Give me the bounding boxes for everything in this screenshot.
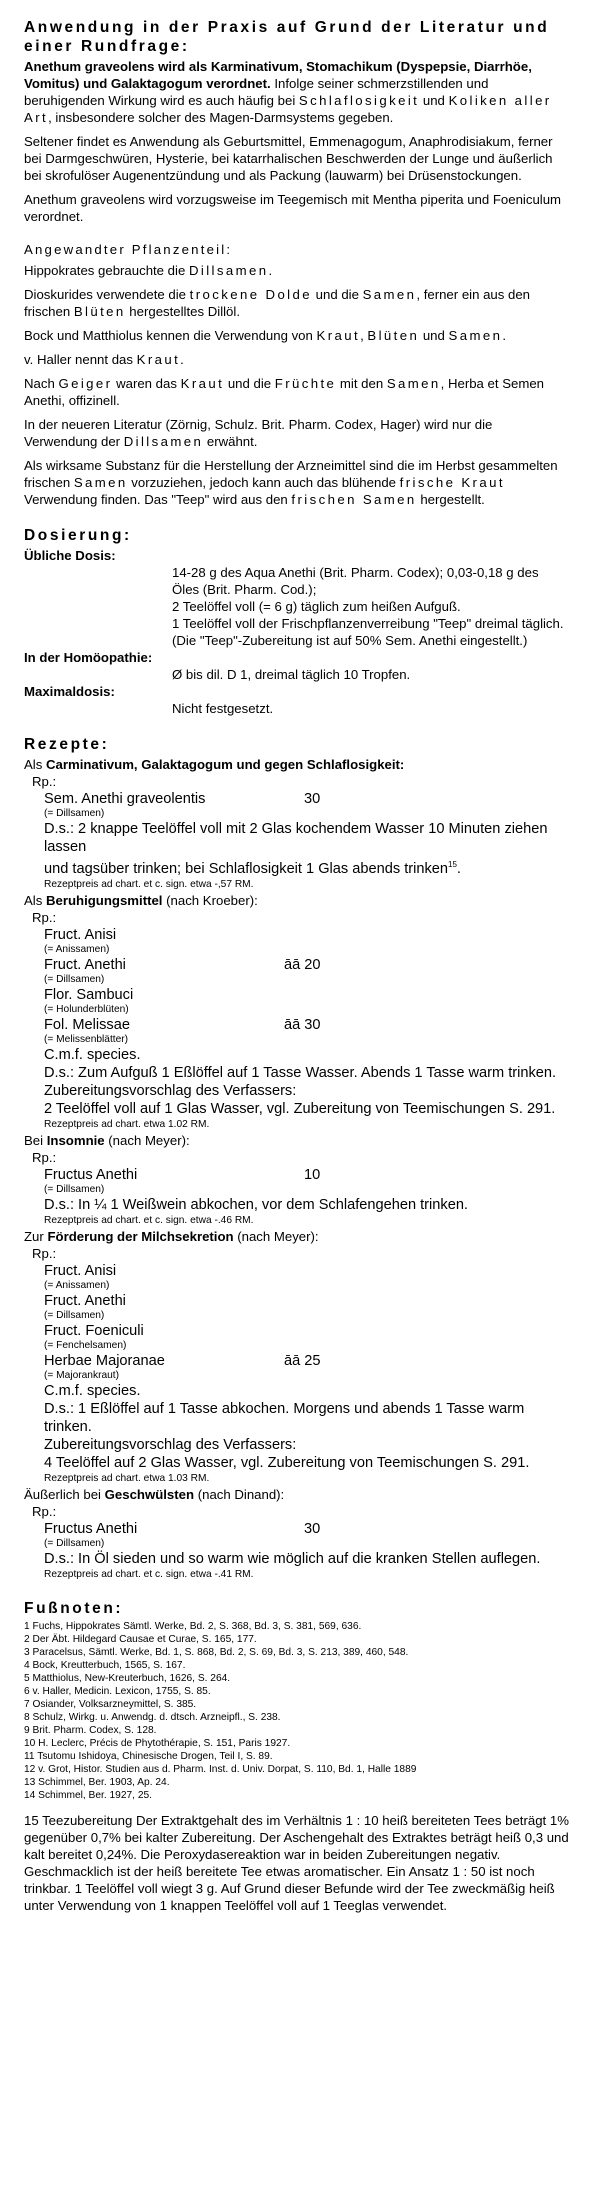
paragraph: Anethum graveolens wird vorzugsweise im Teegemisch mit Mentha piperita und Foeniculum verordnet. — [24, 192, 562, 224]
recipe-instruction: D.s.: 1 Eßlöffel auf 1 Tasse abkochen. Morgens und abends 1 Tasse warm trinken. — [44, 1400, 525, 1435]
spaced-text: Samen — [448, 328, 503, 343]
text: Bei — [24, 1132, 47, 1148]
paragraph — [24, 262, 569, 279]
ingredient-note: (= Anissamen) — [44, 1279, 110, 1291]
recipe-rp: Rp.: — [32, 909, 57, 925]
ingredient-name: Fruct. Anisi — [44, 1262, 117, 1279]
ingredient — [44, 1016, 569, 1034]
usual-dose-value — [172, 564, 569, 649]
ingredient — [44, 986, 569, 1004]
recipe — [24, 756, 569, 891]
ingredient-name: Fruct. Foeniculi — [44, 1322, 144, 1339]
footnote: 1 Fuchs, Hippokrates Sämtl. Werke, Bd. 2, S. 368, Bd. 3, S. 381, 569, 636. — [24, 1620, 362, 1632]
footnote: 12 v. Grot, Histor. Studien aus d. Pharm. Inst. d. Univ. Dorpat, S. 110, Bd. 1, Halle 1889 — [24, 1763, 417, 1775]
spaced-text: trockene Dolde — [189, 287, 312, 302]
max-dose-value: Nicht festgesetzt. — [172, 701, 274, 716]
max-dose-label: Maximaldosis: — [24, 684, 115, 699]
text: Als — [24, 757, 46, 772]
ingredient-name: Fol. Melissae — [44, 1016, 130, 1033]
paragraph — [24, 58, 569, 126]
bold-text: Anethum graveolens wird als Karminativum, Stomachikum (Dyspepsie, Diarrhöe, Vomitus) und Galaktagogum verordnet. — [24, 59, 532, 91]
ingredient — [44, 790, 569, 808]
footnote: 13 Schimmel, Ber. 1903, Ap. 24. — [24, 1776, 170, 1788]
text: , — [360, 328, 368, 343]
homeopathy-label: In der Homöopathie: — [24, 650, 153, 665]
ingredient-note: (= Majorankraut) — [44, 1369, 120, 1381]
text: (nach Meyer): — [104, 1132, 190, 1148]
spaced-text: Dillsamen — [123, 434, 204, 449]
text: Bock und Matthiolus kennen die Verwendung von — [24, 328, 317, 343]
ingredient-note: (= Holunderblüten) — [44, 1003, 129, 1015]
footnote: 6 v. Haller, Medicin. Lexicon, 1755, S. 85. — [24, 1685, 211, 1697]
preparation-text: 2 Teelöffel voll auf 1 Glas Wasser, vgl. Zubereitung von Teemischungen S. 291. — [44, 1100, 556, 1117]
ingredient-quantity: āā 30 — [284, 1016, 321, 1033]
ingredient-name: Fructus Anethi — [44, 1520, 138, 1537]
spaced-text: Samen — [362, 287, 417, 302]
section-title-rezepte: Rezepte: — [24, 736, 110, 753]
ingredient — [44, 926, 569, 944]
spaced-text: Geiger — [58, 376, 113, 391]
text: (nach Dinand): — [194, 1486, 285, 1502]
footnote-15: 15 Teezubereitung Der Extraktgehalt des im Verhältnis 1 : 10 heiß bereiteten Tees beträgt 1% gegenüber 0,7% bei kalter Zubereitung. Der Aschengehalt des Extraktes beträgt heiß 0,3 und kalt bereitet 0,24%. Die Peroxydasereaktion war in beiden Zubereitungen negativ. Geschmacklich ist der heiß bereitete Tee etwas aromatischer. Ein Ansatz 1 : 50 ist noch trinkbar. 1 Teelöffel voll wiegt 3 g. Auf Grund dieser Befunde wird der Tee zweckmäßig heiß unter Verwendung von 1 knappen Teelöffel voll auf 1 Teeglas verwendet. — [24, 1812, 569, 1913]
homeopathy-value: Ø bis dil. D 1, dreimal täglich 10 Tropfen. — [172, 667, 411, 682]
text: , insbesondere solcher des Magen-Darmsystems gegeben. — [48, 110, 394, 125]
spaced-text: Kraut — [136, 352, 181, 367]
ingredient-note: (= Dillsamen) — [44, 1183, 105, 1195]
ingredient-quantity: 30 — [304, 1520, 321, 1537]
section-title-praxis: Anwendung in der Praxis auf Grund der Literatur und einer Rundfrage: — [24, 19, 550, 55]
ingredient-note: (= Dillsamen) — [44, 1309, 105, 1321]
text: In der neueren Literatur (Zörnig, Schulz. Brit. Pharm. Codex, Hager) wird nur die Verwendung der — [24, 417, 493, 449]
usual-dose-label: Übliche Dosis: — [24, 548, 116, 563]
text: Dioskurides verwendete die — [24, 287, 190, 302]
paragraph — [24, 416, 569, 450]
paragraph — [24, 327, 569, 344]
ingredient-quantity: 30 — [304, 791, 321, 807]
text: , ferner ein aus den frischen — [24, 287, 531, 319]
ingredient-name: Fruct. Anisi — [44, 926, 117, 943]
spaced-text: Koliken aller Art — [24, 93, 552, 125]
footnote: 5 Matthiolus, New-Kreuterbuch, 1626, S. 264. — [24, 1672, 231, 1684]
recipe-intro — [24, 1486, 569, 1503]
spaced-text: frischen Samen — [291, 492, 417, 507]
ingredient-quantity: 10 — [304, 1166, 321, 1183]
ingredient-name: Herbae Majoranae — [44, 1352, 165, 1369]
ingredient-note: (= Fenchelsamen) — [44, 1339, 127, 1351]
section-title-pflanzenteil: Angewandter Pflanzenteil: — [24, 242, 233, 257]
ingredient-quantity: āā 20 — [284, 956, 321, 973]
footnote: 11 Tsutomu Ishidoya, Chinesische Drogen, Teil I, S. 89. — [24, 1750, 273, 1762]
recipe-instruction — [44, 856, 569, 878]
spaced-text: Blüten — [367, 328, 420, 343]
paragraph — [24, 375, 569, 409]
text: und tagsüber trinken; bei Schlaflosigkeit 1 Glas abends trinken — [44, 860, 449, 877]
text: , Herba et Semen Anethi, offizinell. — [24, 376, 544, 408]
section-title-dosierung: Dosierung: — [24, 527, 132, 544]
text: v. Haller nennt das — [24, 352, 137, 367]
bold-text: Beruhigungsmittel — [45, 892, 163, 908]
text: Infolge seiner schmerzstillenden und beruhigenden Wirkung wird es auch häufig bei — [24, 76, 489, 108]
bold-text: Carminativum, Galaktagogum und gegen Schlaflosigkeit: — [45, 757, 405, 772]
recipe-intro — [24, 1228, 569, 1245]
recipe-price: Rezeptpreis ad chart. etwa 1.03 RM. — [44, 1472, 210, 1484]
text: und die — [311, 287, 363, 302]
bold-text: Geschwülsten — [104, 1486, 195, 1502]
dose-line: (Die "Teep"-Zubereitung ist auf 50% Sem. Anethi eingestellt.) — [172, 633, 528, 648]
paragraph: Seltener findet es Anwendung als Geburtsmittel, Emmenagogum, Anaphrodisiakum, ferner bei Darmgeschwüren, Hysterie, bei katarrhalischen Beschwerden der Lunge und äußerlich bei skrofulöser Augenentzündung und als Packung (lauwarm) bei Drüsenstockungen. — [24, 134, 553, 183]
dose-line: 2 Teelöffel voll (= 6 g) täglich zum heißen Aufguß. — [172, 599, 461, 614]
ingredient-note: (= Dillsamen) — [44, 1537, 105, 1549]
spaced-text: Früchte — [274, 376, 337, 391]
recipe-intro — [24, 1132, 569, 1149]
recipe — [24, 1486, 569, 1581]
preparation-title: Zubereitungsvorschlag des Verfassers: — [44, 1082, 297, 1099]
recipe-instruction: D.s.: In Öl sieden und so warm wie möglich auf die kranken Stellen auflegen. — [44, 1550, 541, 1567]
section-rezepte — [24, 735, 569, 1581]
text: (nach Meyer): — [233, 1228, 319, 1244]
footnote: 10 H. Leclerc, Précis de Phytothérapie, S. 151, Paris 1927. — [24, 1737, 291, 1749]
preparation-title: Zubereitungsvorschlag des Verfassers: — [44, 1436, 297, 1453]
text: und — [419, 328, 449, 343]
ingredient-quantity: āā 25 — [284, 1352, 321, 1369]
text: (nach Kroeber): — [162, 892, 258, 908]
text: vorzuziehen, jedoch kann auch das blühende — [127, 475, 400, 490]
text: und — [419, 93, 449, 108]
section-praxis — [24, 18, 569, 225]
recipe-rp: Rp.: — [32, 1503, 57, 1519]
recipe-cmf: C.m.f. species. — [44, 1046, 141, 1063]
ingredient-name: Fruct. Anethi — [44, 956, 126, 973]
section-footnotes — [24, 1599, 569, 1914]
footnote: 4 Bock, Kreutterbuch, 1565, S. 167. — [24, 1659, 186, 1671]
recipe-rp: Rp.: — [32, 1245, 57, 1261]
text: mit den — [336, 376, 387, 391]
dose-line: 14-28 g des Aqua Anethi (Brit. Pharm. Codex); 0,03-0,18 g des Öles (Brit. Pharm. Cod.); — [172, 565, 539, 597]
recipe-instruction: D.s.: In ¼ 1 Weißwein abkochen, vor dem Schlafengehen trinken. — [44, 1196, 468, 1213]
text: Nach — [24, 376, 59, 391]
text: Als wirksame Substanz für die Herstellung der Arzneimittel sind die im Herbst gesammelten frischen — [24, 458, 558, 490]
text: . — [502, 328, 506, 343]
dose-line: 1 Teelöffel voll der Frischpflanzenverreibung "Teep" dreimal täglich. — [172, 616, 564, 631]
recipe-instruction: D.s.: 2 knappe Teelöffel voll mit 2 Glas kochendem Wasser 10 Minuten ziehen lassen — [44, 821, 548, 855]
preparation-text: 4 Teelöffel auf 2 Glas Wasser, vgl. Zubereitung von Teemischungen S. 291. — [44, 1454, 530, 1471]
ingredient-name: Fructus Anethi — [44, 1166, 138, 1183]
spaced-text: Schlaflosigkeit — [298, 93, 420, 108]
ingredient — [44, 1520, 569, 1538]
ingredient-name: Fruct. Anethi — [44, 1292, 126, 1309]
ingredient-note: (= Anissamen) — [44, 943, 110, 955]
footnote: 7 Osiander, Volksarzneymittel, S. 385. — [24, 1698, 197, 1710]
spaced-text: Kraut — [316, 328, 361, 343]
section-dosierung — [24, 526, 569, 717]
text: und die — [224, 376, 275, 391]
bold-text: Förderung der Milchsekretion — [47, 1228, 234, 1244]
spaced-text: Blüten — [73, 304, 126, 319]
footnote: 14 Schimmel, Ber. 1927, 25. — [24, 1789, 152, 1801]
recipe-instruction: D.s.: Zum Aufguß 1 Eßlöffel auf 1 Tasse Wasser. Abends 1 Tasse warm trinken. — [44, 1064, 557, 1081]
recipe-price: Rezeptpreis ad chart. et c. sign. etwa -.41 RM. — [44, 1568, 254, 1580]
spaced-text: Samen — [386, 376, 441, 391]
section-title-footnotes: Fußnoten: — [24, 1599, 124, 1617]
footnote: 3 Paracelsus, Sämtl. Werke, Bd. 1, S. 868, Bd. 2, S. 69, Bd. 3, S. 213, 389, 460, 548. — [24, 1646, 409, 1658]
text: Verwendung finden. Das "Teep" wird aus den — [24, 492, 292, 507]
recipe — [24, 1132, 569, 1227]
recipe-rp: Rp.: — [32, 774, 57, 789]
recipe-price: Rezeptpreis ad chart. etwa 1.02 RM. — [44, 1118, 210, 1130]
text: Zur — [24, 1228, 48, 1244]
paragraph — [24, 286, 569, 320]
text: Als — [24, 892, 46, 908]
recipe-price: Rezeptpreis ad chart. et c. sign. etwa -,57 RM. — [44, 878, 254, 890]
recipe — [24, 892, 569, 1131]
spaced-text: Samen — [73, 475, 128, 490]
footnote: 2 Der Äbt. Hildegard Causae et Curae, S. 165, 177. — [24, 1633, 257, 1645]
text: hergestellt. — [416, 492, 485, 507]
footnote: 8 Schulz, Wirkg. u. Anwendg. d. dtsch. Arzneipfl., S. 238. — [24, 1711, 281, 1723]
recipe — [24, 1228, 569, 1485]
recipe-rp: Rp.: — [32, 1149, 57, 1165]
recipe-cmf: C.m.f. species. — [44, 1382, 141, 1399]
text: waren das — [112, 376, 181, 391]
recipe-intro — [24, 892, 569, 909]
footnote: 9 Brit. Pharm. Codex, S. 128. — [24, 1724, 157, 1736]
ingredient — [44, 1322, 569, 1340]
text: . — [180, 352, 184, 367]
text: Hippokrates gebrauchte die — [24, 263, 189, 278]
ingredient-name: Flor. Sambuci — [44, 986, 134, 1003]
spaced-text: Dillsamen — [188, 263, 269, 278]
ingredient — [44, 956, 569, 974]
text: . — [456, 860, 461, 877]
recipe-price: Rezeptpreis ad chart. et c. sign. etwa -.46 RM. — [44, 1214, 254, 1226]
text: . — [268, 263, 273, 278]
ingredient — [44, 1292, 569, 1310]
spaced-text: Kraut — [180, 376, 225, 391]
paragraph — [24, 351, 569, 368]
footnote-ref: 15 — [448, 860, 457, 869]
ingredient-name: Sem. Anethi graveolentis — [44, 791, 206, 807]
spaced-text: frische Kraut — [399, 475, 505, 490]
paragraph — [24, 457, 569, 508]
section-pflanzenteil — [24, 241, 569, 508]
ingredient-note: (= Melissenblätter) — [44, 1033, 129, 1045]
ingredient-note: (= Dillsamen) — [44, 973, 105, 985]
ingredient-note: (= Dillsamen) — [44, 808, 105, 819]
text: Äußerlich bei — [24, 1486, 105, 1502]
text: hergestelltes Dillöl. — [125, 304, 240, 319]
text: erwähnt. — [203, 434, 258, 449]
ingredient — [44, 1262, 569, 1280]
recipe-intro — [24, 756, 569, 773]
ingredient — [44, 1166, 569, 1184]
ingredient — [44, 1352, 569, 1370]
bold-text: Insomnie — [46, 1132, 105, 1148]
